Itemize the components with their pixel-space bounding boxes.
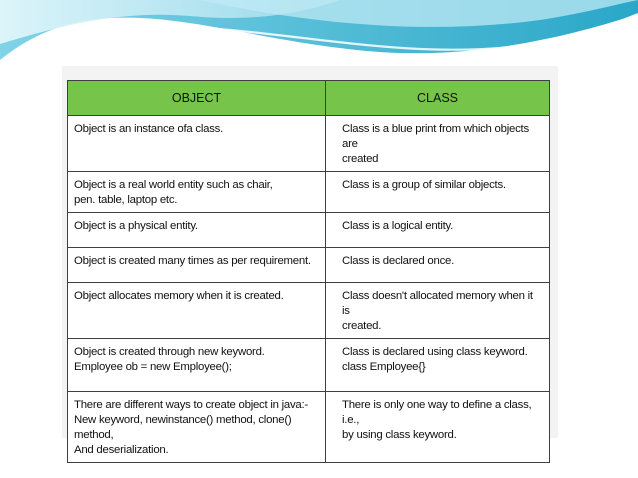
- object-cell: There are different ways to create object in java:- New keyword, newinstance() method, clone() method, And deserialization.: [68, 392, 326, 463]
- object-cell: Object allocates memory when it is created.: [68, 283, 326, 339]
- table-header-row: [68, 81, 550, 116]
- class-cell: Class is a logical entity.: [326, 213, 550, 248]
- object-cell: Object is created many times as per requirement.: [68, 248, 326, 283]
- class-cell: Class is declared once.: [326, 248, 550, 283]
- object-cell: Object is an instance ofa class.: [68, 116, 326, 172]
- class-cell: There is only one way to define a class, i.e., by using class keyword.: [326, 392, 550, 463]
- object-cell: Object is a physical entity.: [68, 213, 326, 248]
- header-object: OBJECT: [68, 81, 326, 116]
- object-cell: Object is created through new keyword. Employee ob = new Employee();: [68, 339, 326, 392]
- object-cell: Object is a real world entity such as chair, pen. table, laptop etc.: [68, 172, 326, 213]
- table-row: [68, 283, 550, 339]
- table-row: [68, 248, 550, 283]
- table-row: [68, 392, 550, 463]
- header-class: CLASS: [326, 81, 550, 116]
- object-vs-class-table: [67, 80, 550, 463]
- table-row: [68, 213, 550, 248]
- class-cell: Class is a blue print from which objects are created: [326, 116, 550, 172]
- table-row: [68, 339, 550, 392]
- class-cell: Class is declared using class keyword. class Employee{}: [326, 339, 550, 392]
- class-cell: Class is a group of similar objects.: [326, 172, 550, 213]
- table-row: [68, 116, 550, 172]
- class-cell: Class doesn't allocated memory when it is created.: [326, 283, 550, 339]
- table-row: [68, 172, 550, 213]
